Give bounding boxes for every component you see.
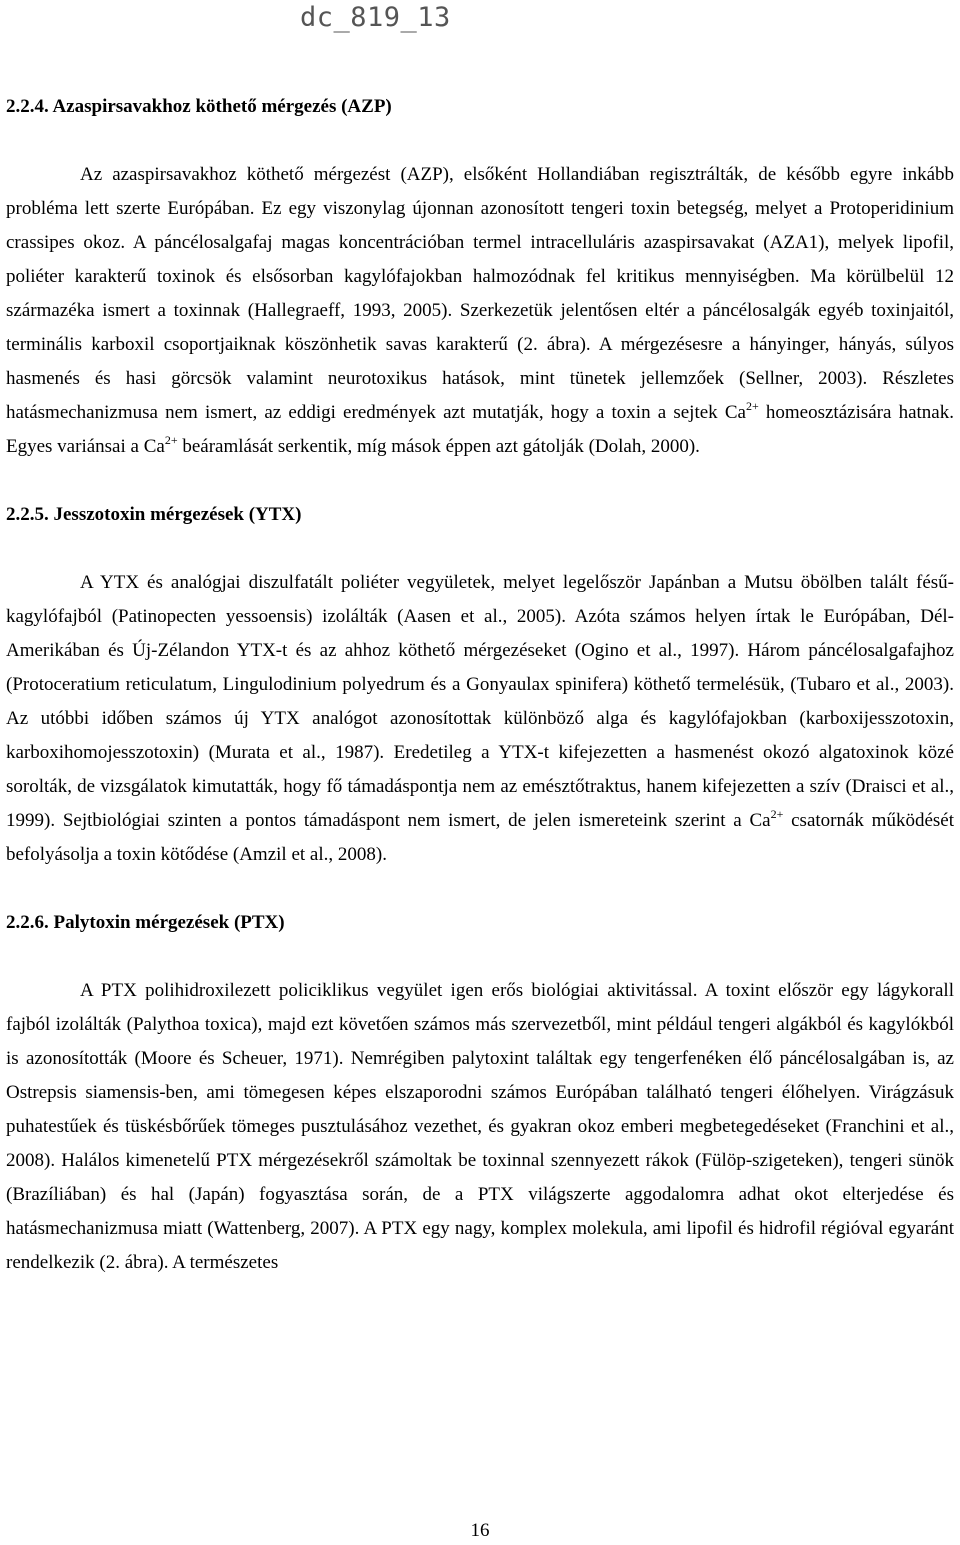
section-paragraph-azp — [6, 158, 954, 464]
paragraph-text: homeosztázisára hatnak. Egyes variánsai a Ca — [6, 402, 954, 457]
page-number: 16 — [470, 1520, 490, 1541]
paragraph-text: Az azaspirsavakhoz köthető mérgezést (AZP), elsőként Hollandiában regisztrálták, de később egyre inkább probléma lett szerte Európában. Ez egy viszonylag újonnan azonosított tengeri toxin betegség, melyet a Protoperidinium crassipes okoz. A páncélosalgafaj magas koncentrációban termel intracelluláris azaspirsavakat (AZA1), melyek lipofil, poliéter karakterű toxinok és elsősorban kagylófajokban halmozódnak fel kritikus mennyiségben. Ma körülbelül 12 származéka ismert a toxinnak (Hallegraeff, 1993, 2005). Szerkezetük jelentősen eltér a páncélosalgák egyéb toxinjaitól, terminális karboxil csoportjaiknak köszönhetik savas karakterű (2. ábra). A mérgezésesre a hányinger, hányás, súlyos hasmenés és hasi görcsök valamint neurotoxikus hatások, mint tünetek jellemzőek (Sellner, 2003). Részletes hatásmechanizmusa nem ismert, az eddigi eredmények azt mutatják, hogy a toxin a sejtek Ca — [6, 164, 954, 423]
paragraph-text: csatornák működését befolyásolja a toxin kötődése (Amzil et al., 2008). — [6, 810, 954, 865]
section-paragraph-ytx — [6, 566, 954, 872]
superscript-charge: 2+ — [164, 433, 178, 447]
paragraph-text: A PTX polihidroxilezett policiklikus vegyület igen erős biológiai aktivitással. A toxint először egy lágykorall fajból izolálták (Palythoa toxica), majd ezt követően számos más szervezetből, mint például tengeri algákból és kagylókból is azonosították (Moore és Scheuer, 1971). Nemrégiben palytoxint találtak egy tengerfenéken élő páncélosalgában is, az Ostrepsis siamensis-ben, ami tömegesen képes elszaporodni számos Európában található tengeri élőhelyen. Virágzásuk puhatestűek és tüskésbőrűek tömeges pusztulásához vezethet, és gyakran okoz emberi megbetegedéseket (Franchini et al., 2008). Halálos kimenetelű PTX mérgezésekről számoltak be toxinnal szennyezett rákok (Fülöp-szigeteken), tengeri sünök (Brazíliában) és hal (Japán) fogyasztása során, de a PTX világszerte aggodalomra adhat okot elterjedése és hatásmechanizmusa miatt (Wattenberg, 2007). A PTX egy nagy, komplex molekula, ami lipofil és hidrofil régióval egyaránt rendelkezik (2. ábra). A természetes — [6, 980, 954, 1273]
superscript-charge: 2+ — [745, 399, 759, 413]
paragraph-text: beáramlását serkentik, míg mások éppen azt gátolják (Dolah, 2000). — [177, 436, 700, 457]
paragraph-text: A YTX és analógjai diszulfatált poliéter vegyületek, melyet legelőször Japánban a Mutsu öbölben talált fésű-kagylófajból (Patinopecten yessoensis) izolálták (Aasen et al., 2005). Azóta számos helyen írtak le Európában, Dél-Amerikában és Új-Zélandon YTX-t és az ahhoz köthető mérgezéseket (Ogino et al., 1997). Három páncélosalgafajhoz (Protoceratium reticulatum, Lingulodinium polyedrum és a Gonyaulax spinifera) köthető termelésük, (Tubaro et al., 2003). Az utóbbi időben számos új YTX analógot azonosítottak különböző alga és kagylófajokban (karboxijesszotoxin, karboxihomojesszotoxin) (Murata et al., 1987). Eredetileg a YTX-t kifejezetten a hasmenést okozó algatoxinok közé sorolták, de vizsgálatok kimutatták, hogy fő támadáspontja nem az emésztőtraktus, hanem kifejezetten a szív (Draisci et al., 1999). Sejtbiológiai szinten a pontos támadáspont nem ismert, de jelen ismereteink szerint a Ca — [6, 572, 954, 831]
document-id-header: dc_819_13 — [300, 2, 451, 33]
superscript-charge: 2+ — [770, 807, 784, 821]
section-heading-azp: 2.2.4. Azaspirsavakhoz köthető mérgezés (AZP) — [6, 96, 392, 117]
section-paragraph-ptx — [6, 974, 954, 1280]
section-heading-ptx: 2.2.6. Palytoxin mérgezések (PTX) — [6, 912, 285, 933]
document-body — [6, 90, 954, 1280]
section-heading-ytx: 2.2.5. Jesszotoxin mérgezések (YTX) — [6, 504, 302, 525]
